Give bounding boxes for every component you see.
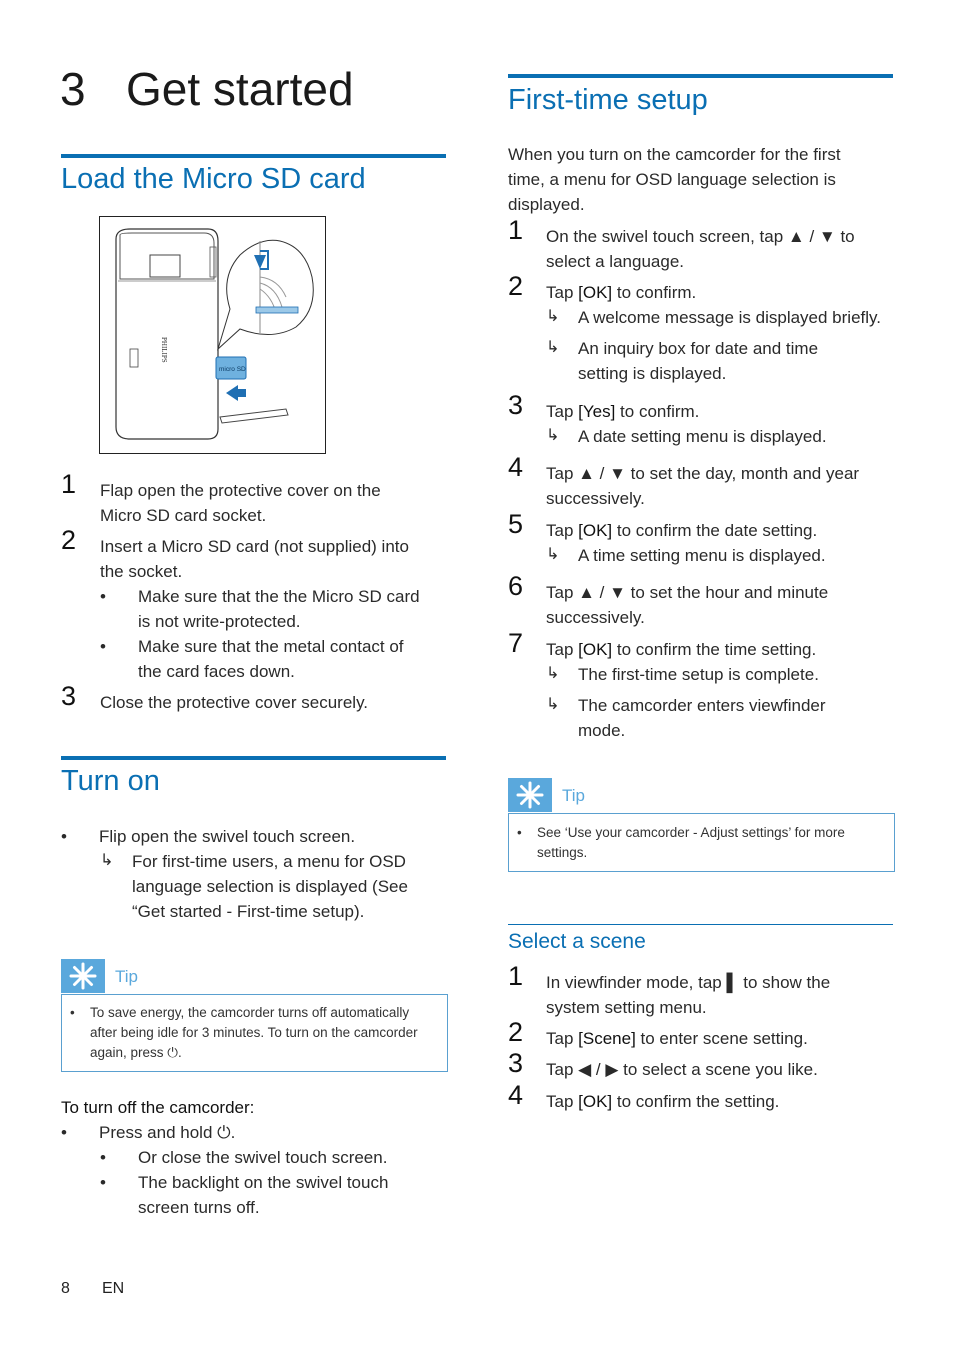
step-number: 3 <box>61 681 77 711</box>
step-text-line: Close the protective cover securely. <box>100 693 369 712</box>
step-number: 4 <box>508 1080 524 1110</box>
tip-text-line: settings. <box>537 845 588 860</box>
result-text-line: The camcorder enters viewfinder <box>578 696 826 715</box>
tip-header <box>61 959 446 993</box>
result-text: A date setting menu is displayed. <box>578 427 827 446</box>
bullet-text-line: The backlight on the swivel touch <box>138 1173 389 1192</box>
bullet-dot: • <box>100 637 106 656</box>
step-text: to enter scene setting. <box>635 1029 808 1048</box>
step-text: Tap <box>546 640 579 659</box>
bullet-dot: • <box>100 1148 106 1167</box>
tip-text-line: after being idle for 3 minutes. To turn on the camcorder <box>90 1025 418 1040</box>
step-text: Tap <box>546 283 579 302</box>
step-number: 5 <box>508 509 524 539</box>
step-text: Tap <box>546 1029 579 1048</box>
section-title-first-time: First-time setup <box>508 84 708 116</box>
result-text-line: setting is displayed. <box>578 364 727 383</box>
result-text: The first-time setup is complete. <box>578 665 819 684</box>
bullet-text: Press and hold ⏻. <box>99 1123 236 1142</box>
step-number: 2 <box>508 271 524 301</box>
step-number: 2 <box>508 1017 524 1047</box>
step-text-line: Flap open the protective cover on the <box>100 481 381 500</box>
section-title-turn-on: Turn on <box>61 765 160 797</box>
bullet-text: Flip open the swivel touch screen. <box>99 827 356 846</box>
step-number: 1 <box>508 961 524 991</box>
bullet-text-line: screen turns off. <box>138 1198 260 1217</box>
result-arrow-icon: ↳ <box>546 427 560 444</box>
asterisk-icon <box>508 778 552 812</box>
step-number: 7 <box>508 628 524 658</box>
step-text: Tap ◀ / ▶ to select a scene you like. <box>546 1060 818 1079</box>
result-arrow-icon: ↳ <box>546 546 560 563</box>
step-text-line: system setting menu. <box>546 998 707 1017</box>
result-text: A time setting menu is displayed. <box>578 546 826 565</box>
step-text-line: successively. <box>546 489 645 508</box>
result-arrow-icon: ↳ <box>546 696 560 713</box>
step-number: 3 <box>508 1048 524 1078</box>
step-text: to confirm the date setting. <box>612 521 818 540</box>
step-text: to confirm. <box>612 283 697 302</box>
step-text: to confirm the setting. <box>612 1092 780 1111</box>
step-text-line: Insert a Micro SD card (not supplied) into <box>100 537 409 556</box>
step-text-line: Tap ▲ / ▼ to set the day, month and year <box>546 464 860 483</box>
result-text-line: mode. <box>578 721 626 740</box>
result-arrow-icon: ↳ <box>546 665 560 682</box>
page-number: 8 <box>61 1280 70 1297</box>
chapter-number: 3 <box>60 63 86 115</box>
section-rule <box>508 74 893 78</box>
turn-off-heading: To turn off the camcorder: <box>61 1098 255 1117</box>
bullet-text-line: the card faces down. <box>138 662 295 681</box>
first-time-intro <box>508 142 893 217</box>
bullet-dot: • <box>70 1005 75 1020</box>
language-code: EN <box>102 1280 125 1297</box>
sd-card-illustration <box>99 216 326 454</box>
chapter-heading <box>60 62 354 116</box>
key-label: [Yes] <box>578 402 616 421</box>
result-arrow-icon: ↳ <box>546 308 560 325</box>
bullet-dot: • <box>61 1123 67 1142</box>
result-text-line: An inquiry box for date and time <box>578 339 819 358</box>
key-label: [Scene] <box>578 1029 636 1048</box>
section-rule <box>61 154 446 158</box>
step-number: 2 <box>61 525 77 555</box>
step-number: 4 <box>508 452 524 482</box>
key-label: [OK] <box>578 283 613 302</box>
intro-line: time, a menu for OSD language selection is <box>508 170 836 189</box>
section-rule <box>61 756 446 760</box>
tip-label: Tip <box>562 786 585 805</box>
result-arrow-icon: ↳ <box>100 852 114 869</box>
bullet-text-line: Make sure that the metal contact of <box>138 637 404 656</box>
bullet-dot: • <box>61 827 67 846</box>
bullet-dot: • <box>517 825 522 840</box>
step-text-line: the socket. <box>100 562 183 581</box>
step-text: Tap <box>546 402 579 421</box>
tip-header <box>508 778 893 812</box>
brand-label: PHILIPS <box>160 337 168 363</box>
result-text-line: For first-time users, a menu for OSD <box>132 852 406 871</box>
bullet-dot: • <box>100 587 106 606</box>
step-text-line: select a language. <box>546 252 684 271</box>
tip-box <box>61 994 448 1072</box>
key-label: [OK] <box>578 1092 613 1111</box>
result-text-line: language selection is displayed (See <box>132 877 408 896</box>
step-text: Tap <box>546 521 579 540</box>
key-label: [OK] <box>578 521 613 540</box>
tip-text-line: See ‘Use your camcorder - Adjust settings’ for more <box>537 825 845 840</box>
bullet-text-line: Make sure that the the Micro SD card <box>138 587 420 606</box>
step-text-line: In viewfinder mode, tap ▌ to show the <box>546 973 831 992</box>
tip-box <box>508 813 895 872</box>
camcorder-drawing <box>100 217 325 453</box>
asterisk-icon <box>61 959 105 993</box>
step-number: 1 <box>61 469 77 499</box>
bullet-text-line: is not write-protected. <box>138 612 301 631</box>
step-number: 3 <box>508 390 524 420</box>
tip-text-line: again, press ⏻. <box>90 1045 182 1060</box>
section-title-load-sd: Load the Micro SD card <box>61 163 366 195</box>
step-text-line: Micro SD card socket. <box>100 506 267 525</box>
step-text-line: Tap ▲ / ▼ to set the hour and minute <box>546 583 829 602</box>
intro-line: When you turn on the camcorder for the first <box>508 145 841 164</box>
tip-label: Tip <box>115 967 138 986</box>
intro-line: displayed. <box>508 195 585 214</box>
bullet-text: Or close the swivel touch screen. <box>138 1148 388 1167</box>
step-number: 6 <box>508 571 524 601</box>
key-label: [OK] <box>578 640 613 659</box>
step-text: to confirm the time setting. <box>612 640 817 659</box>
subsection-title-scene: Select a scene <box>508 930 646 953</box>
step-text-line: successively. <box>546 608 645 627</box>
bullet-dot: • <box>100 1173 106 1192</box>
step-text-line: On the swivel touch screen, tap ▲ / ▼ to <box>546 227 855 246</box>
step-text: Tap <box>546 1092 579 1111</box>
result-text-line: “Get started - First-time setup). <box>132 902 365 921</box>
tip-text-line: To save energy, the camcorder turns off automatically <box>90 1005 410 1020</box>
chapter-title: Get started <box>126 63 354 115</box>
step-number: 1 <box>508 215 524 245</box>
result-text: A welcome message is displayed briefly. <box>578 308 881 327</box>
step-text: to confirm. <box>615 402 700 421</box>
micro-sd-label: micro SD <box>219 366 246 373</box>
result-arrow-icon: ↳ <box>546 339 560 356</box>
subsection-rule <box>508 924 893 925</box>
